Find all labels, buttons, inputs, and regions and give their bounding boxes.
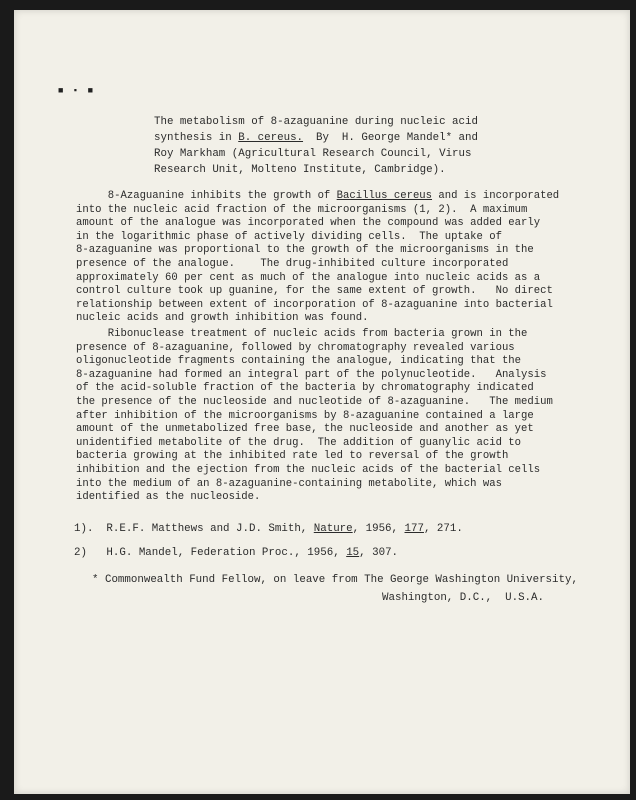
p1-line: 8-azaguanine was proportional to the growth of the microorganisms in the: [76, 244, 534, 257]
p1-line: presence of the analogue. The drug-inhibited culture incorporated: [76, 257, 509, 270]
p1-line: amount of the analogue was incorporated when the compound was added early: [76, 217, 541, 230]
p2-line: after inhibition of the microorganisms by 8-azaguanine contained a large: [76, 409, 534, 422]
title-line-4: Research Unit, Molteno Institute, Cambridge).: [154, 164, 446, 176]
p1-line: into the nucleic acid fraction of the microorganisms (1, 2). A maximum: [76, 203, 528, 216]
p2-line: 8-azaguanine had formed an integral part of the polynucleotide. Analysis: [76, 368, 547, 381]
ref-1-journal: Nature: [313, 523, 353, 535]
ref-2-number: 2): [74, 547, 87, 559]
p2-line: amount of the unmetabolized free base, the nucleoside and another as yet: [76, 423, 534, 436]
ref-2-volume: 15: [346, 547, 360, 559]
ref-1-page: , 271.: [423, 523, 463, 535]
p2-line: Ribonuclease treatment of nucleic acids from bacteria grown in the: [76, 328, 528, 340]
p2-line: unidentified metabolite of the drug. The addition of guanylic acid to: [76, 436, 522, 449]
p2-line: bacteria growing at the inhibited rate led to reversal of the growth: [76, 450, 509, 463]
title-block: [154, 114, 574, 178]
p1-line-1-post: and is incorporated: [432, 190, 560, 202]
footnote-line-2: Washington, D.C., U.S.A.: [382, 592, 544, 604]
title-line-3: Roy Markham (Agricultural Research Council, Virus: [154, 148, 472, 160]
ref-2-authors: H.G. Mandel, Federation Proc.,: [106, 547, 301, 559]
footnote-line-1: * Commonwealth Fund Fellow, on leave from The George Washington University,: [92, 574, 578, 586]
p2-line: presence of 8-azaguanine, followed by chromatography revealed various: [76, 341, 515, 354]
corner-mark: ■ ▪ ■: [58, 86, 96, 96]
p2-line: inhibition and the ejection from the nucleic acids of the bacterial cells: [76, 463, 541, 476]
title-species: B. cereus.: [238, 132, 304, 144]
ref-1-volume: 177: [404, 523, 424, 535]
p1-line: approximately 60 per cent as much of the analogue into nucleic acids as a: [76, 271, 541, 284]
paragraph-1: [76, 190, 596, 326]
p1-line: relationship between extent of incorporation of 8-azaguanine into bacterial: [76, 298, 553, 311]
ref-2-page: , 307.: [359, 547, 399, 559]
paragraph-2: [76, 328, 596, 505]
ref-1-number: 1).: [74, 523, 94, 535]
ref-1-authors: R.E.F. Matthews and J.D. Smith,: [106, 523, 308, 535]
p2-line: the presence of the nucleoside and nucleotide of 8-azaguanine. The medium: [76, 395, 553, 408]
p1-line-1-pre: 8-Azaguanine inhibits the growth of: [76, 190, 337, 202]
p1-line: in the logarithmic phase of actively dividing cells. The uptake of: [76, 230, 502, 243]
p1-line: nucleic acids and growth inhibition was found.: [76, 312, 369, 325]
p2-line: oligonucleotide fragments containing the analogue, indicating that the: [76, 355, 522, 368]
p2-line: identified as the nucleoside.: [76, 491, 261, 504]
title-line-2-pre: synthesis in: [154, 132, 239, 144]
p2-line: into the medium of an 8-azaguanine-containing metabolite, which was: [76, 477, 502, 490]
reference-1: [74, 522, 463, 536]
p1-species: Bacillus cereus: [336, 190, 433, 202]
title-line-1: The metabolism of 8-azaguanine during nucleic acid: [154, 116, 478, 128]
document-page: [14, 10, 630, 794]
reference-2: [74, 546, 398, 560]
ref-2-year: 1956,: [300, 547, 340, 559]
title-line-2-post: By H. George Mandel* and: [303, 132, 478, 144]
ref-1-year: , 1956,: [352, 523, 399, 535]
p1-line: control culture took up guanine, for the same extent of growth. No direct: [76, 285, 553, 298]
p2-line: of the acid-soluble fraction of the bacteria by chromatography indicated: [76, 382, 534, 395]
